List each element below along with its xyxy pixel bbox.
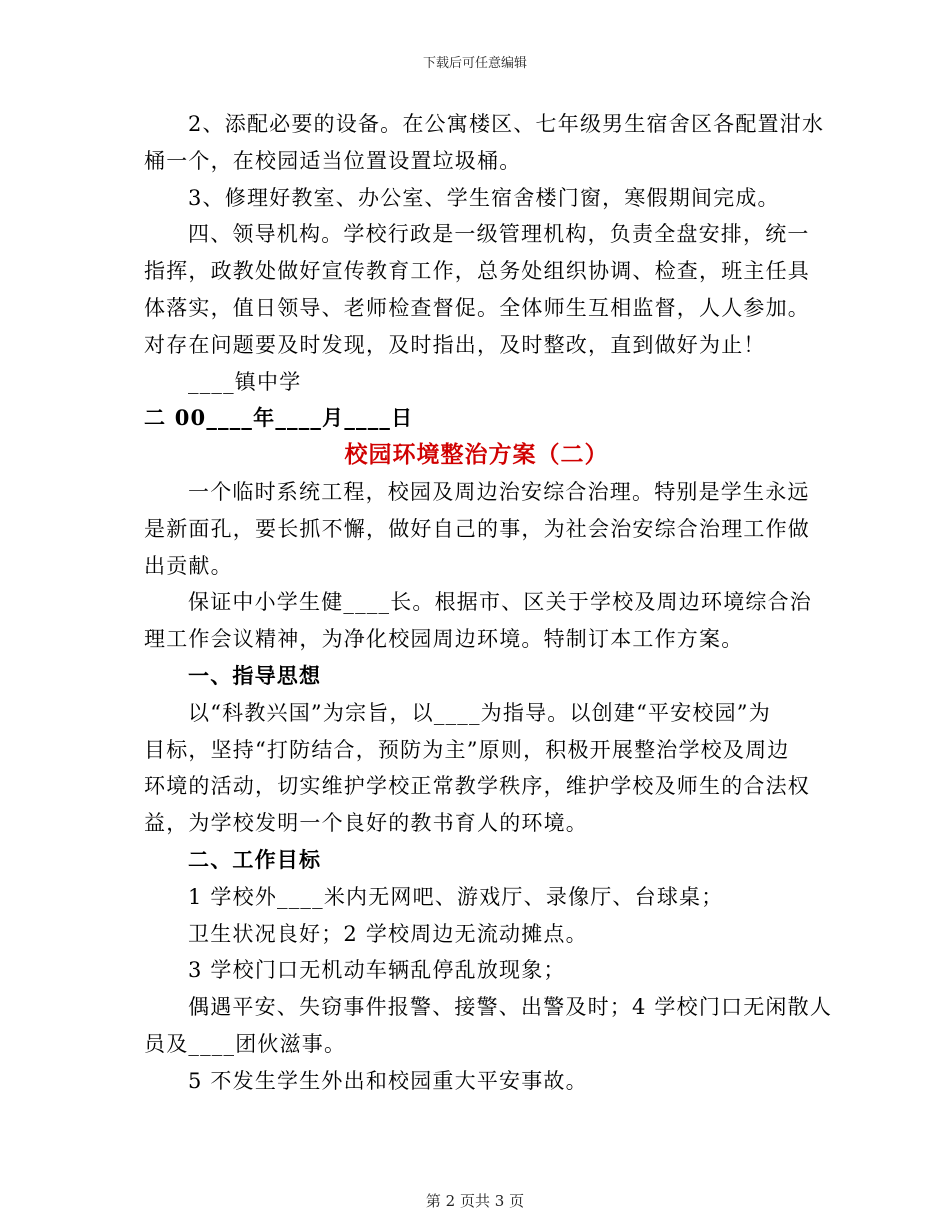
goal-2-line: 卫生状况良好；2 学校周边无流动摊点。 (188, 921, 588, 946)
section-4-line-2: 指挥，政教处做好宣传教育工作，总务处组织协调、检查，班主任具 (144, 259, 810, 284)
item-2-line-1: 2、添配必要的设备。在公寓楼区、七年级男生宿舍区各配置泔水 (188, 112, 825, 136)
goal-3-line: 3 学校门口无机动车辆乱停乱放现象； (188, 958, 566, 983)
guide-line-1: 以“科教兴国”为宗旨，以____为指导。以创建“平安校园”为 (188, 700, 771, 725)
guide-line-4: 益，为学校发明一个良好的教书育人的环境。 (144, 811, 588, 836)
document-body (144, 106, 833, 1100)
intro-1-line-1: 一个临时系统工程，校园及周边治安综合治理。特别是学生永远 (188, 479, 810, 504)
guide-line-3: 环境的活动，切实维护学校正常教学秩序，维护学校及师生的合法权 (144, 774, 810, 799)
goal-4-line-2: 员及____团伙滋事。 (144, 1031, 347, 1056)
heading-work-goals: 二、工作目标 (188, 846, 322, 872)
section-4-line-1: 四、领导机构。学校行政是一级管理机构，负责全盘安排，统一 (188, 222, 810, 247)
page-footer: 第 2 页共 3 页 (425, 1192, 525, 1210)
intro-2-line-2: 理工作会议精神，为净化校园周边环境。特制订本工作方案。 (144, 627, 744, 652)
goal-4-line-1: 偶遇平安、失窃事件报警、接警、出警及时；4 学校门口无闲散人 (188, 995, 833, 1020)
plan-title: 校园环境整治方案（二） (344, 441, 609, 469)
item-2-line-2: 桶一个，在校园适当位置设置垃圾桶。 (144, 148, 522, 173)
page-header: 下载后可任意编辑 (422, 56, 527, 71)
signature-date: 二 00____年____月____日 (144, 405, 414, 431)
goal-1-line: 1 学校外____米内无网吧、游戏厅、录像厅、台球桌； (188, 884, 724, 909)
intro-1-line-3: 出贡献。 (144, 553, 233, 578)
goal-5-line: 5 不发生学生外出和校园重大平安事故。 (188, 1068, 588, 1093)
intro-1-line-2: 是新面孔，要长抓不懈，做好自己的事，为社会治安综合治理工作做 (144, 516, 810, 541)
signature-school: ____镇中学 (188, 369, 302, 394)
item-3-line: 3、修理好教室、办公室、学生宿舍楼门窗，寒假期间完成。 (188, 185, 780, 210)
intro-2-line-1: 保证中小学生健____长。根据市、区关于学校及周边环境综合治 (188, 590, 812, 615)
section-4-line-3: 体落实，值日领导、老师检查督促。全体师生互相监督，人人参加。 (144, 295, 810, 320)
heading-guiding-thought: 一、指导思想 (188, 662, 322, 688)
section-4-line-4: 对存在问题要及时发现，及时指出，及时整改，直到做好为止！ (144, 332, 766, 357)
guide-line-2: 目标，坚持“打防结合，预防为主”原则，积极开展整治学校及周边 (144, 737, 790, 762)
